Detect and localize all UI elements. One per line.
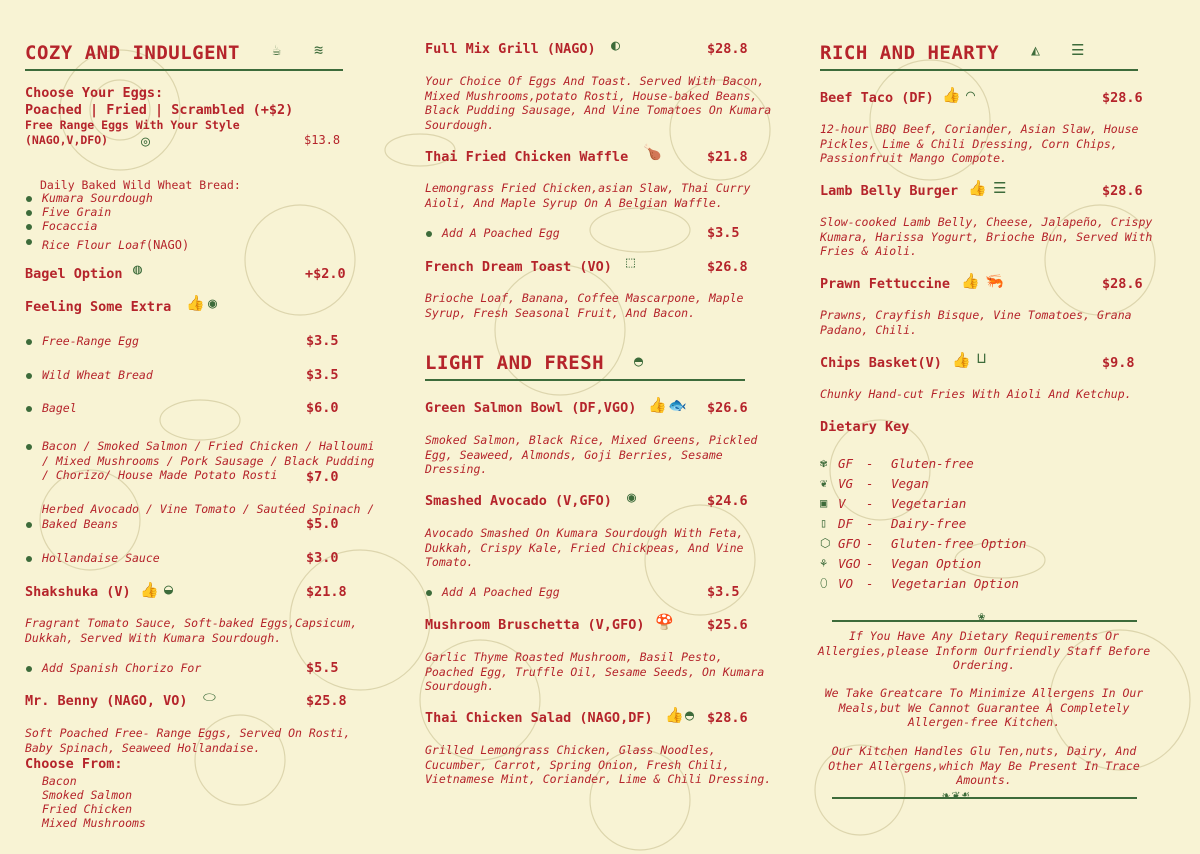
heading-underline bbox=[425, 379, 745, 381]
dietary-meaning: Gluten-free Option bbox=[891, 536, 1027, 551]
bread-item: Focaccia bbox=[42, 219, 98, 233]
milk-icon: ▯ bbox=[820, 516, 828, 530]
bread-item: Kumara Sourdough bbox=[42, 191, 153, 205]
bullet bbox=[26, 196, 32, 202]
dietary-meaning: Vegan bbox=[891, 476, 929, 491]
dietary-dash: - bbox=[866, 536, 874, 551]
bagel-option: Bagel Option bbox=[25, 266, 123, 282]
bullet bbox=[26, 444, 32, 450]
benny-option: Fried Chicken bbox=[42, 802, 133, 816]
benny-title: Mr. Benny (NAGO, VO) bbox=[25, 693, 188, 709]
dietary-meaning: Vegetarian Option bbox=[891, 576, 1019, 591]
dietary-code: V bbox=[838, 496, 846, 511]
shakshuka-title: Shakshuka (V) bbox=[25, 584, 131, 600]
extra-price: $3.5 bbox=[306, 367, 339, 383]
allergy-note-1: If You Have Any Dietary Requirements Or Allergies,please Inform Ourfriendly Staff Before Ordering. bbox=[817, 629, 1151, 672]
thumbs-up-icon: 👍 bbox=[648, 396, 667, 414]
dietary-dash: - bbox=[866, 556, 874, 571]
extra-group-veg-price: $5.0 bbox=[306, 516, 339, 532]
dietary-code: VO bbox=[838, 576, 854, 591]
dietary-heading: Dietary Key bbox=[820, 419, 910, 435]
poached-add: Add A Poached Egg bbox=[442, 226, 560, 240]
wheat-icon: ✾ bbox=[820, 456, 828, 470]
bullet bbox=[26, 339, 32, 345]
thumbs-up-icon: 👍 bbox=[942, 86, 961, 104]
bullet bbox=[26, 373, 32, 379]
avocado-title: Smashed Avocado (V,GFO) bbox=[425, 493, 612, 509]
heading-underline bbox=[25, 69, 343, 71]
poached-price: $3.5 bbox=[707, 225, 740, 241]
burger-desc: Slow-cooked Lamb Belly, Cheese, Jalapeño, Crispy Kumara, Harissa Yogurt, Brioche Bun, Served With Fries & Aioli. bbox=[820, 215, 1153, 258]
thumbs-up-icon: 👍 bbox=[952, 351, 971, 369]
dietary-meaning: Vegan Option bbox=[891, 556, 982, 571]
allergy-note-2: We Take Greatcare To Minimize Allergens In Our Meals,but We Cannot Guarantee A Completely Allergen-free Kitchen. bbox=[824, 686, 1144, 729]
choose-eggs-label: Choose Your Eggs: bbox=[25, 85, 164, 101]
bread-label: Daily Baked Wild Wheat Bread: bbox=[40, 178, 241, 192]
choose-from-label: Choose From: bbox=[25, 756, 123, 772]
burger-price: $28.6 bbox=[1102, 183, 1143, 199]
bullet bbox=[26, 522, 32, 528]
sprout-icon: ⚘ bbox=[820, 556, 828, 570]
bullet bbox=[26, 556, 32, 562]
salmon-title: Green Salmon Bowl (DF,VGO) bbox=[425, 400, 637, 416]
thumbs-up-icon: 👍 bbox=[186, 294, 205, 312]
free-range-line: Free Range Eggs With Your Style bbox=[25, 118, 240, 132]
bullet bbox=[426, 231, 432, 237]
dietary-dash: - bbox=[866, 576, 874, 591]
fettuccine-price: $28.6 bbox=[1102, 276, 1143, 292]
french-toast-price: $26.8 bbox=[707, 259, 748, 275]
hollandaise: Hollandaise Sauce bbox=[42, 551, 160, 565]
waffle-title: Thai Fried Chicken Waffle bbox=[425, 149, 629, 165]
egg-styles: Poached | Fried | Scrambled (+$2) bbox=[25, 102, 294, 118]
dietary-code: GF bbox=[838, 456, 854, 471]
thumbs-up-icon: 👍 bbox=[140, 581, 159, 599]
extra-item: Bagel bbox=[42, 401, 77, 415]
dietary-meaning: Vegetarian bbox=[891, 496, 967, 511]
fettuccine-desc: Prawns, Crayfish Bisque, Vine Tomatoes, Grana Padano, Chili. bbox=[820, 308, 1132, 337]
heading-underline bbox=[820, 69, 1138, 71]
full-mix-desc: Your Choice Of Eggs And Toast. Served With Bacon, Mixed Mushrooms,potato Rosti, House-baked Beans, Black Pudding Sausage, And Vine Tomatoes On Kumara Sourdough. bbox=[425, 74, 772, 132]
basket-icon: ▣ bbox=[820, 496, 828, 510]
bullet bbox=[26, 224, 32, 230]
taco-title: Beef Taco (DF) bbox=[820, 90, 934, 106]
extra-price: $6.0 bbox=[306, 400, 339, 416]
hollandaise-price: $3.0 bbox=[306, 550, 339, 566]
dietary-code: VGO bbox=[838, 556, 861, 571]
bread-item: Five Grain bbox=[42, 205, 112, 219]
benny-desc: Soft Poached Free- Range Eggs, Served On Rosti, Baby Spinach, Seaweed Hollandaise. bbox=[25, 726, 351, 755]
benny-price: $25.8 bbox=[306, 693, 347, 709]
bullet bbox=[26, 210, 32, 216]
avocado-icon: ◐ bbox=[611, 36, 621, 54]
extra-group-meats: Bacon / Smoked Salmon / Fried Chicken / Halloumi / Mixed Mushrooms / Pork Sausage / Black Pudding / Chorizo/ House Made Potato Rosti bbox=[42, 439, 375, 482]
divider-bottom bbox=[832, 797, 1137, 799]
avocado-desc: Avocado Smashed On Kumara Sourdough With Feta, Dukkah, Crispy Kale, Fried Chickpeas, And Vine Tomato. bbox=[425, 526, 744, 569]
salmon-desc: Smoked Salmon, Black Rice, Mixed Greens, Pickled Egg, Seaweed, Almonds, Goji Berries, Sesame Dressing. bbox=[425, 433, 758, 476]
box-icon: ⬡ bbox=[820, 536, 831, 550]
dietary-meaning: Gluten-free bbox=[891, 456, 974, 471]
avocado-icon: ◉ bbox=[208, 294, 218, 312]
dietary-code: VG bbox=[838, 476, 854, 491]
extra-item: Free-Range Egg bbox=[42, 334, 139, 348]
extra-group-meats-price: $7.0 bbox=[306, 469, 339, 485]
bullet bbox=[26, 666, 32, 672]
bullet bbox=[26, 406, 32, 412]
french-toast-desc: Brioche Loaf, Banana, Coffee Mascarpone, Maple Syrup, Fresh Seasonal Fruit, And Bacon. bbox=[425, 291, 744, 320]
bacon-icon: ≋ bbox=[314, 41, 324, 59]
extra-price: $3.5 bbox=[306, 333, 339, 349]
extra-group-veg: Herbed Avocado / Vine Tomato / Sautéed Spinach / Baked Beans bbox=[42, 502, 375, 531]
cheese-icon: ◭ bbox=[1031, 41, 1041, 59]
dietary-dash: - bbox=[866, 476, 874, 491]
avocado-price: $24.6 bbox=[707, 493, 748, 509]
thumbs-up-icon: 👍 bbox=[961, 272, 980, 290]
fried-egg-icon: ◎ bbox=[141, 132, 151, 150]
dietary-dash: - bbox=[866, 516, 874, 531]
burger-icon: ☰ bbox=[993, 179, 1007, 197]
fries-icon: ⊔ bbox=[977, 349, 987, 367]
chorizo-price: $5.5 bbox=[306, 660, 339, 676]
dietary-dash: - bbox=[866, 496, 874, 511]
bagel-price: +$2.0 bbox=[305, 266, 346, 282]
flourish-icon: ❀ bbox=[978, 609, 986, 623]
bagel-icon: ◍ bbox=[133, 260, 143, 278]
chorizo-add: Add Spanish Chorizo For bbox=[42, 661, 202, 675]
dietary-code: GFO bbox=[838, 536, 861, 551]
thumbs-up-icon: 👍 bbox=[968, 179, 987, 197]
toast-icon: ⬚ bbox=[626, 253, 636, 271]
benny-option: Smoked Salmon bbox=[42, 788, 133, 802]
extra-item: Wild Wheat Bread bbox=[42, 368, 153, 382]
section-heading-rich: RICH AND HEARTY bbox=[820, 42, 1000, 64]
bruschetta-title: Mushroom Bruschetta (V,GFO) bbox=[425, 617, 645, 633]
leaf-icon: ❦ bbox=[820, 476, 828, 490]
bruschetta-desc: Garlic Thyme Roasted Mushroom, Basil Pesto, Poached Egg, Truffle Oil, Sesame Seeds, On Kumara Sourdough. bbox=[425, 650, 765, 693]
section-heading-light: LIGHT AND FRESH bbox=[425, 352, 605, 374]
french-toast-title: French Dream Toast (VO) bbox=[425, 259, 612, 275]
salad-title: Thai Chicken Salad (NAGO,DF) bbox=[425, 710, 653, 726]
thumbs-up-icon: 👍 bbox=[665, 706, 684, 724]
dietary-meaning: Dairy-free bbox=[891, 516, 967, 531]
poached-add: Add A Poached Egg bbox=[442, 585, 560, 599]
burger-icon: ☰ bbox=[1071, 41, 1085, 59]
dietary-dash: - bbox=[866, 456, 874, 471]
waffle-desc: Lemongrass Fried Chicken,asian Slaw, Thai Curry Aioli, And Maple Syrup On A Belgian Waffle. bbox=[425, 181, 751, 210]
bullet bbox=[26, 239, 32, 245]
chips-title: Chips Basket(V) bbox=[820, 355, 942, 371]
potato-icon: ⬭ bbox=[203, 688, 216, 706]
taco-icon: ◠ bbox=[966, 86, 976, 104]
mushroom-icon: 🍄 bbox=[655, 613, 674, 631]
taco-price: $28.6 bbox=[1102, 90, 1143, 106]
drumstick-icon: 🍗 bbox=[643, 143, 662, 161]
pancake-icon: ☕ bbox=[272, 41, 282, 59]
extra-heading: Feeling Some Extra bbox=[25, 299, 172, 315]
benny-option: Bacon bbox=[42, 774, 77, 788]
chips-desc: Chunky Hand-cut Fries With Aioli And Ketchup. bbox=[820, 387, 1132, 401]
poached-price: $3.5 bbox=[707, 584, 740, 600]
fish-icon: 🐟 bbox=[668, 396, 687, 414]
bruschetta-price: $25.6 bbox=[707, 617, 748, 633]
avocado-icon: ◉ bbox=[627, 488, 637, 506]
fettuccine-title: Prawn Fettuccine bbox=[820, 276, 951, 292]
benny-option: Mixed Mushrooms bbox=[42, 816, 146, 830]
full-mix-price: $28.8 bbox=[707, 41, 748, 57]
salad-icon: ◓ bbox=[685, 706, 695, 724]
shakshuka-desc: Fragrant Tomato Sauce, Soft-baked Eggs,Capsicum, Dukkah, Served With Kumara Sourdough. bbox=[25, 616, 358, 645]
salmon-price: $26.6 bbox=[707, 400, 748, 416]
prawn-icon: 🦐 bbox=[985, 272, 1004, 290]
shakshuka-price: $21.8 bbox=[306, 584, 347, 600]
bowl-icon: ◓ bbox=[634, 352, 644, 370]
eggs-price: $13.8 bbox=[304, 133, 341, 147]
waffle-price: $21.8 bbox=[707, 149, 748, 165]
ornament-icon: ❧❦☙ bbox=[942, 788, 972, 803]
free-range-tags: (NAGO,V,DFO) bbox=[25, 133, 109, 147]
section-heading-cozy: COZY AND INDULGENT bbox=[25, 42, 240, 64]
taco-desc: 12-hour BBQ Beef, Coriander, Asian Slaw, House Pickles, Lime & Chili Dressing, Corn Chips, Passionfruit Mango Compote. bbox=[820, 122, 1139, 165]
burger-title: Lamb Belly Burger bbox=[820, 183, 959, 199]
pan-icon: ◒ bbox=[164, 580, 174, 598]
full-mix-title: Full Mix Grill (NAGO) bbox=[425, 41, 596, 57]
salad-price: $28.6 bbox=[707, 710, 748, 726]
dietary-code: DF bbox=[838, 516, 854, 531]
salad-desc: Grilled Lemongrass Chicken, Glass Noodles, Cucumber, Carrot, Spring Onion, Fresh Chili, Vietnamese Mint, Coriander, Lime & Chili Dressing. bbox=[425, 743, 772, 786]
allergy-note-3: Our Kitchen Handles Glu Ten,nuts, Dairy, And Other Allergens,which May Be Present In Trace Amounts. bbox=[828, 744, 1140, 787]
egg-icon: ⬯ bbox=[820, 576, 828, 590]
chips-price: $9.8 bbox=[1102, 355, 1135, 371]
bread-item-rice: Rice Flour Loaf(NAGO) bbox=[42, 238, 190, 252]
bullet bbox=[426, 590, 432, 596]
